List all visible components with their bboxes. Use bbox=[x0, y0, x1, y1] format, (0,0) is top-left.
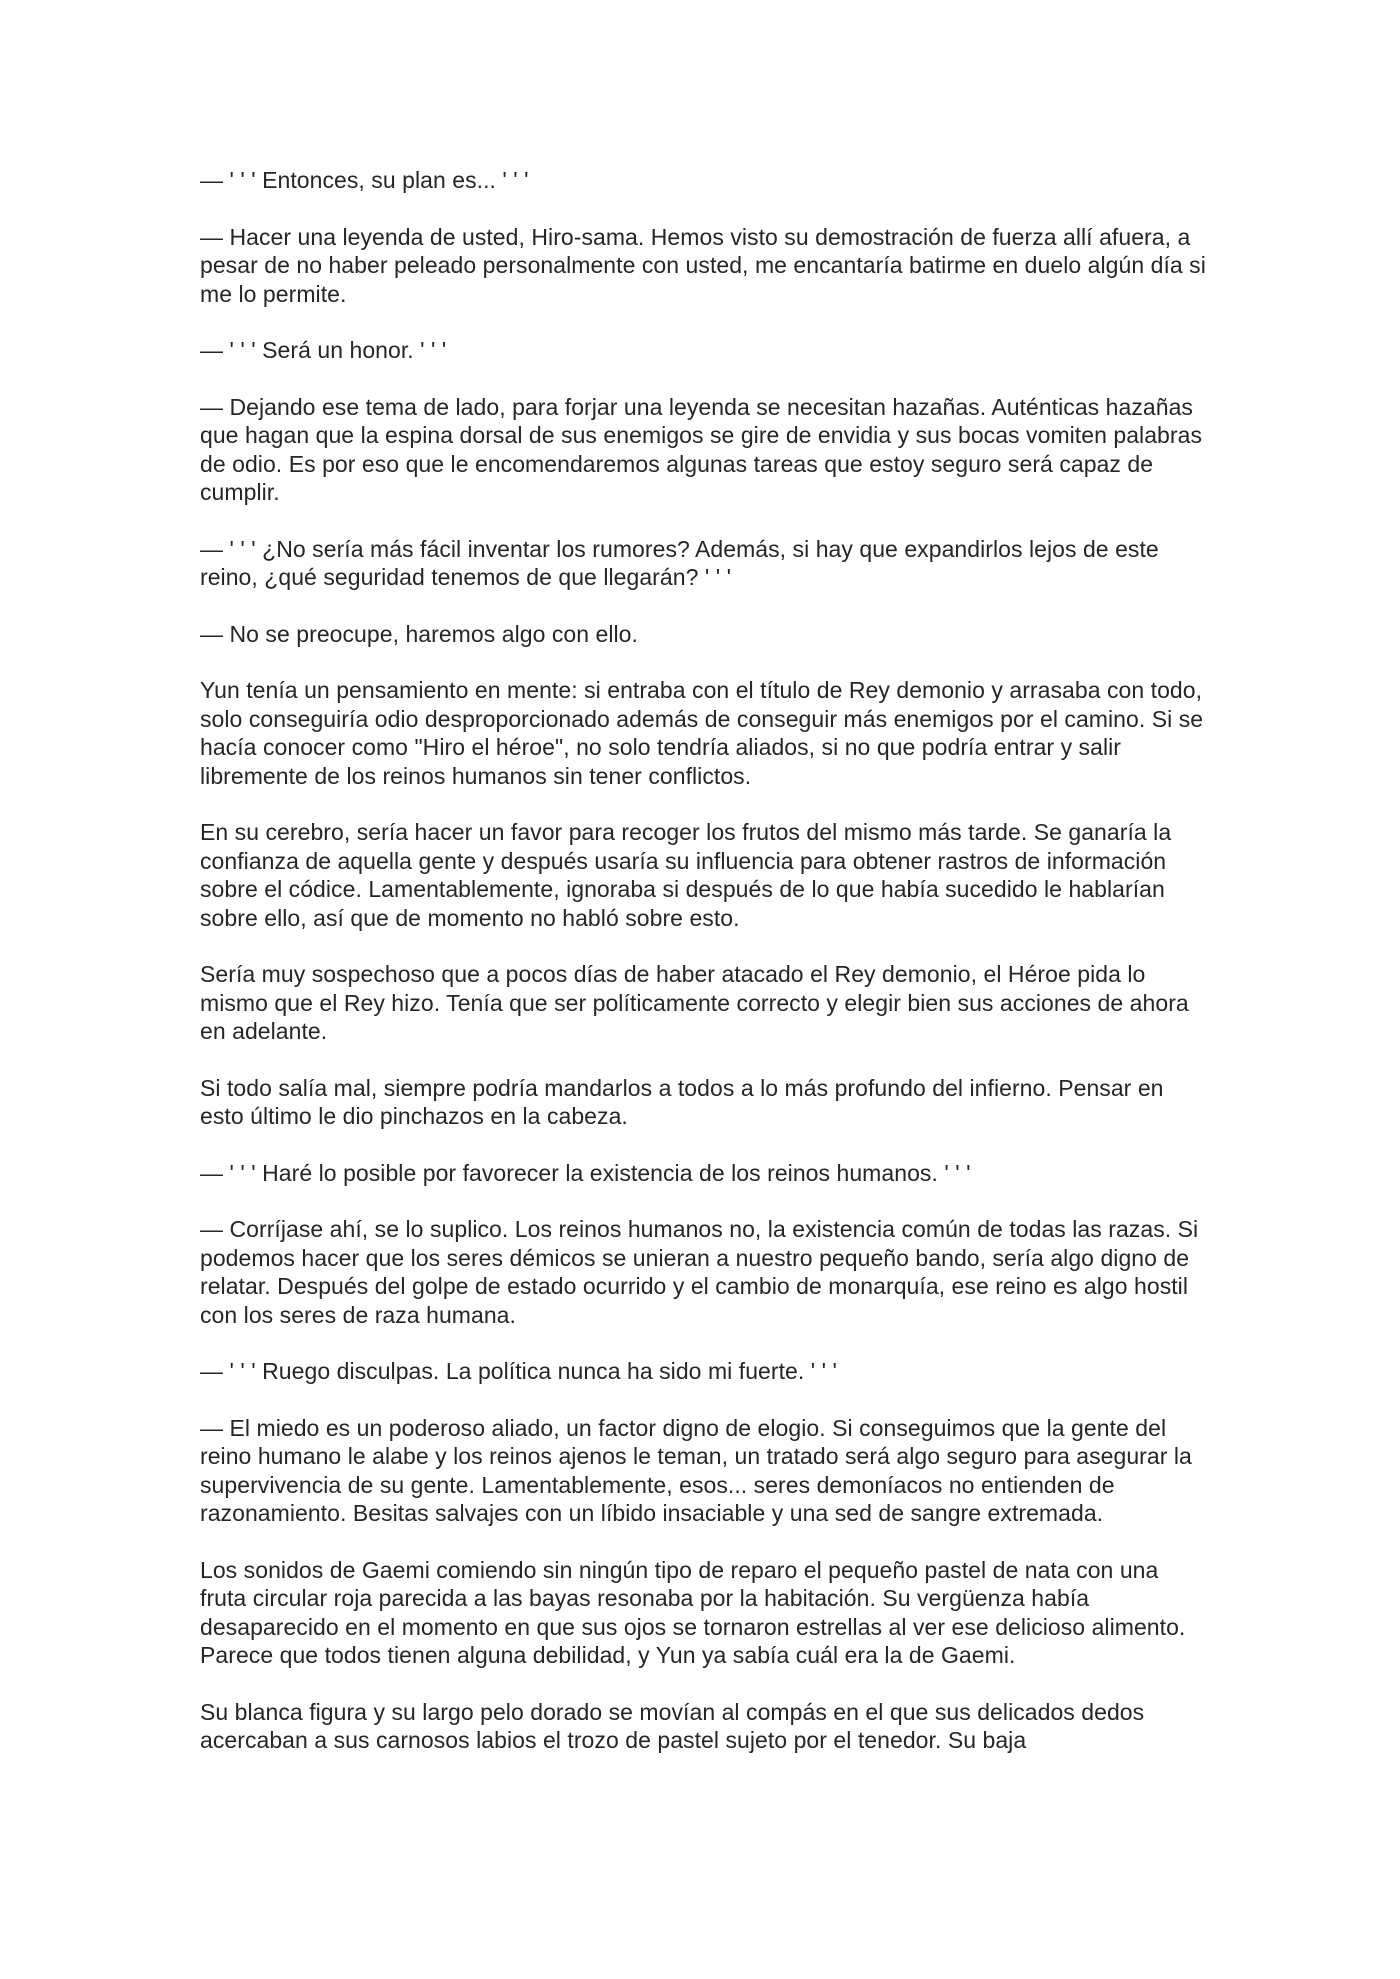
dialogue-line: — ' ' ' ¿No sería más fácil inventar los rumores? Además, si hay que expandirlos lejos de este reino, ¿qué seguridad tenemos de que llegarán? ' ' ' bbox=[200, 535, 1159, 590]
narrative-paragraph: Si todo salía mal, siempre podría mandarlos a todos a lo más profundo del infierno. Pensar en esto último le dio pinchazos en la cabeza. bbox=[200, 1074, 1164, 1129]
dialogue-line: — Hacer una leyenda de usted, Hiro-sama. Hemos visto su demostración de fuerza allí afuera, a pesar de no haber peleado personalmente con usted, me encantaría batirme en duelo algún día si me lo permite. bbox=[200, 223, 1206, 307]
narrative-paragraph: Los sonidos de Gaemi comiendo sin ningún tipo de reparo el pequeño pastel de nata con una fruta circular roja parecida a las bayas resonaba por la habitación. Su vergüenza había desaparecido en el momento en que sus ojos se tornaron estrellas al ver ese delicioso alimento. Parece que todos tienen alguna debilidad, y Yun ya sabía cuál era la de Gaemi. bbox=[200, 1556, 1186, 1668]
dialogue-line: — Corríjase ahí, se lo suplico. Los reinos humanos no, la existencia común de todas las razas. Si podemos hacer que los seres démicos se unieran a nuestro pequeño bando, sería algo digno de relatar. Después del golpe de estado ocurrido y el cambio de monarquía, ese reino es algo hostil con los seres de raza humana. bbox=[200, 1216, 1199, 1328]
dialogue-line: — El miedo es un poderoso aliado, un factor digno de elogio. Si conseguimos que la gente del reino humano le alabe y los reinos ajenos le teman, un tratado será algo seguro para asegurar la supervivencia de su gente. Lamentablemente, esos... seres demoníacos no entienden de razonamiento. Besitas salvajes con un líbido insaciable y una sed de sangre extremada. bbox=[200, 1414, 1192, 1526]
dialogue-line: — ' ' ' Entonces, su plan es... ' ' ' bbox=[200, 167, 529, 193]
dialogue-line: — No se preocupe, haremos algo con ello. bbox=[200, 620, 638, 647]
dialogue-line: — Dejando ese tema de lado, para forjar una leyenda se necesitan hazañas. Auténticas hazañas que hagan que la espina dorsal de sus enemigos se gire de envidia y sus bocas vomiten palabras de odio. Es por eso que le encomendaremos algunas tareas que estoy seguro será capaz de cumplir. bbox=[200, 393, 1202, 505]
dialogue-line: — ' ' ' Ruego disculpas. La política nunca ha sido mi fuerte. ' ' ' bbox=[200, 1358, 837, 1384]
narrative-paragraph: Sería muy sospechoso que a pocos días de haber atacado el Rey demonio, el Héroe pida lo mismo que el Rey hizo. Tenía que ser políticamente correcto y elegir bien sus acciones de ahora en adelante. bbox=[200, 961, 1189, 1044]
dialogue-line: — ' ' ' Será un honor. ' ' ' bbox=[200, 337, 447, 363]
narrative-paragraph: Yun tenía un pensamiento en mente: si entraba con el título de Rey demonio y arrasaba con todo, solo conseguiría odio desproporcionado además de conseguir más enemigos por el camino. Si se hacía conocer como "Hiro el héroe", no solo tendría aliados, si no que podría entrar y salir libremente de los reinos humanos sin tener conflictos. bbox=[200, 677, 1204, 789]
document-page bbox=[200, 166, 1210, 1755]
dialogue-line: — ' ' ' Haré lo posible por favorecer la existencia de los reinos humanos. ' ' ' bbox=[200, 1159, 971, 1186]
narrative-paragraph: En su cerebro, sería hacer un favor para recoger los frutos del mismo más tarde. Se ganaría la confianza de aquella gente y después usaría su influencia para obtener rastros de información sobre el códice. Lamentablemente, ignoraba si después de lo que había sucedido le hablarían sobre ello, así que de momento no habló sobre esto. bbox=[200, 819, 1172, 931]
narrative-paragraph: Su blanca figura y su largo pelo dorado se movían al compás en el que sus delicados dedos acercaban a sus carnosos labios el trozo de pastel sujeto por el tenedor. Su baja bbox=[200, 1698, 1145, 1753]
